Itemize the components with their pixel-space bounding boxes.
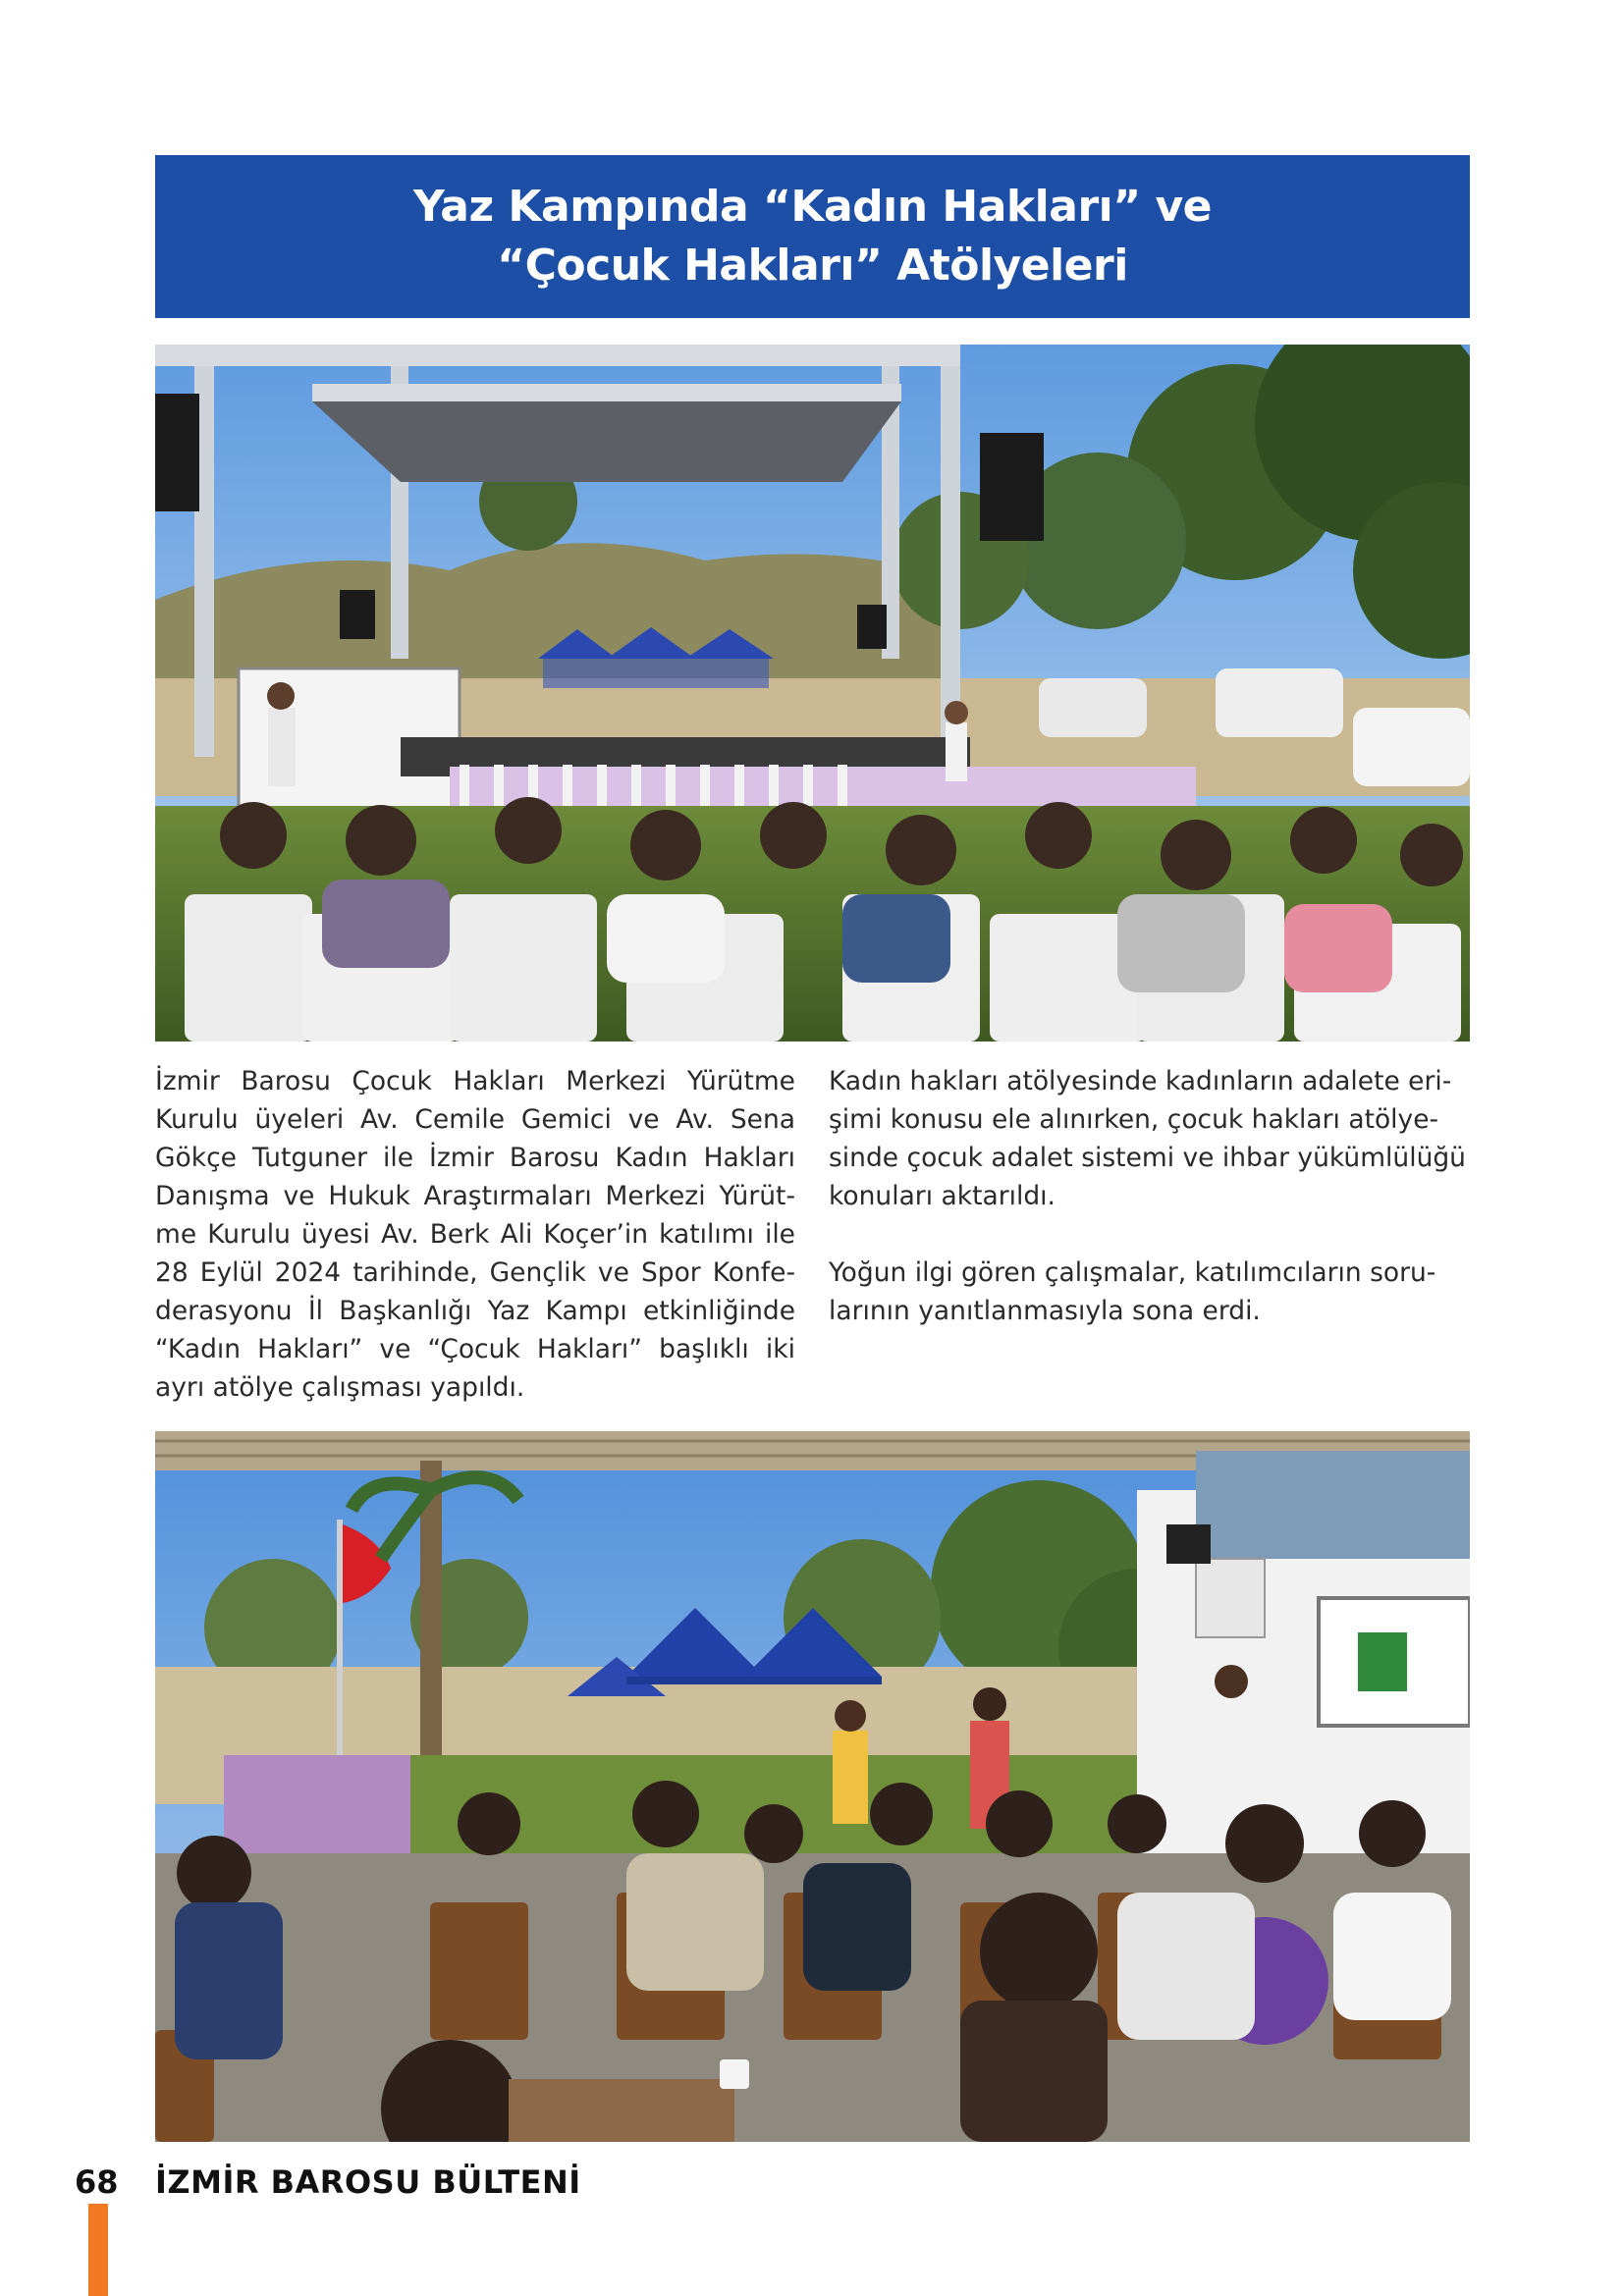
publication-title: İZMİR BAROSU BÜLTENİ [155, 2163, 581, 2201]
footer-accent-bar [88, 2204, 108, 2296]
terrace-workshop-photo [155, 1431, 1470, 2142]
article-paragraph-topics: Kadın hakları atölyesinde kadınların adalete erişimi konusu ele alınırken, çocuk hakları atölyesinde çocuk adalet sistemi ve ihbar yükümlülüğü konuları aktarıldı. [829, 1066, 1466, 1211]
article-title-line-2: “Çocuk Hakları” Atölyeleri [497, 240, 1128, 291]
article-title-line-1: Yaz Kampında “Kadın Hakları” ve [412, 182, 1212, 232]
terrace-workshop-illustration [155, 1431, 1470, 2142]
stage-workshop-illustration [155, 345, 1470, 1041]
article-body-right-column [829, 1062, 1470, 1330]
article-title-banner [155, 155, 1470, 318]
article-paragraph-intro: İzmir Barosu Çocuk Hakları Merkezi Yürütme Kurulu üyeleri Av. Cemile Gemici ve Av. Sena Gökçe Tutguner ile İzmir Barosu Kadın Hakları Danışma ve Hukuk Araştırmaları Merkezi Yürütme Kurulu üyesi Av. Berk Ali Koçer’in katılımı ile 28 Eylül 2024 tarihinde, Gençlik ve Spor Konfederasyonu İl Başkanlığı Yaz Kampı etkinliğinde “Kadın Hakları” ve “Çocuk Hakları” başlıklı iki ayrı atölye çalışması yapıldı. [155, 1066, 795, 1403]
article-paragraph-closing: Yoğun ilgi gören çalışmalar, katılımcıların sorularının yanıtlanmasıyla sona erdi. [829, 1257, 1436, 1326]
page-number: 68 [75, 2163, 119, 2201]
stage-workshop-photo [155, 345, 1470, 1041]
article-body-left-column [155, 1062, 795, 1407]
